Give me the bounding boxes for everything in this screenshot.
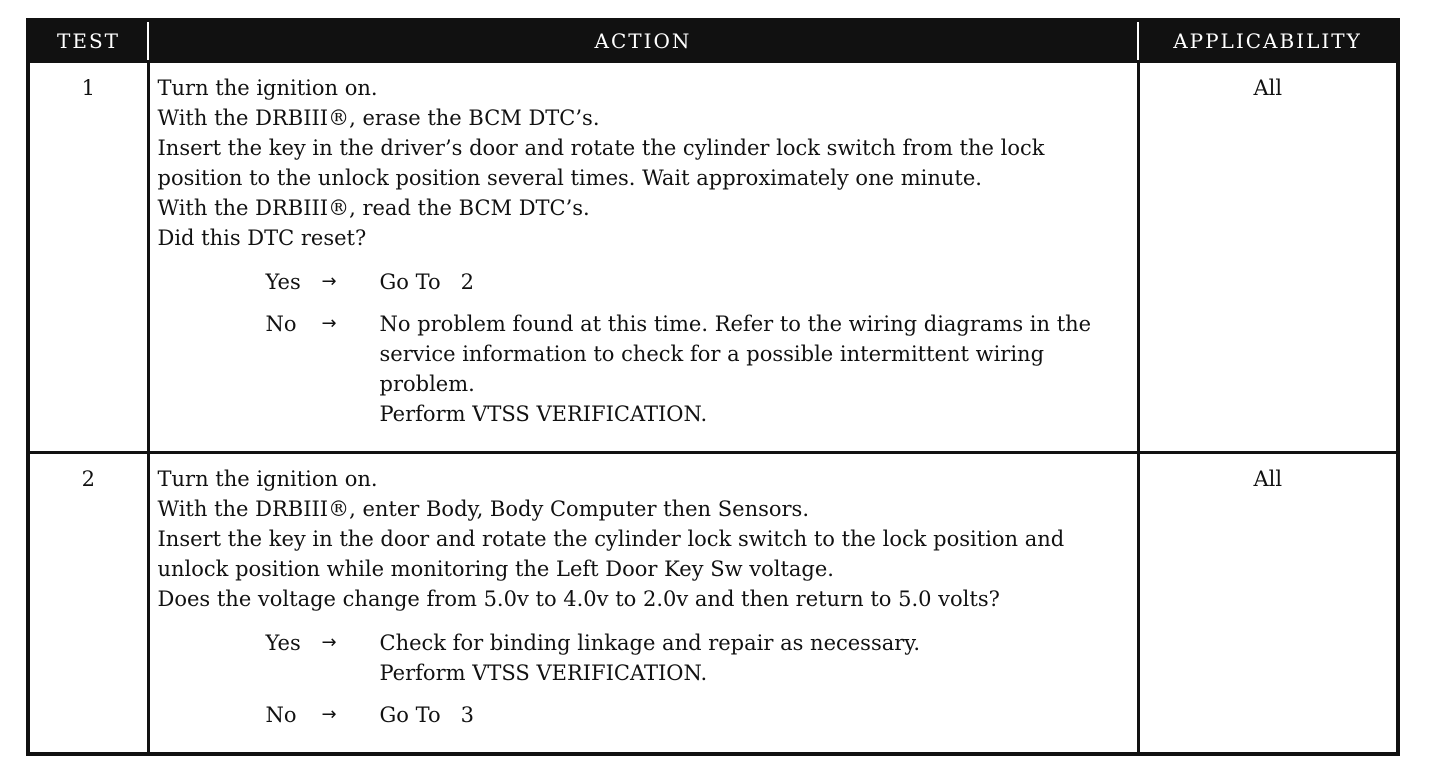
result-line: No problem found at this time. Refer to the wiring diagrams in the service information to check for a possible intermittent wiring problem.	[379, 312, 1092, 396]
step-line: Insert the key in the door and rotate the cylinder lock switch to the lock position and unlock position while monitoring the Left Door Key Sw voltage.	[157, 527, 1065, 581]
step-line: With the DRBIII®, enter Body, Body Computer then Sensors.	[157, 497, 810, 521]
branch-list	[158, 628, 1127, 730]
applicability-value: All	[1138, 453, 1398, 755]
right-arrow-icon: →	[321, 313, 337, 334]
step-line: With the DRBIII®, erase the BCM DTC’s.	[157, 106, 600, 130]
branch-no	[266, 309, 1127, 429]
test-number: 2	[28, 453, 148, 755]
result-line: Perform VTSS VERIFICATION.	[379, 402, 708, 426]
branch-no	[266, 700, 1127, 730]
header-action: ACTION	[148, 20, 1138, 62]
diagnostic-test-table	[26, 18, 1400, 756]
goto-test-number: 2	[460, 270, 474, 294]
applicability-value: All	[1138, 62, 1398, 453]
test-number: 1	[28, 62, 148, 453]
table-row	[28, 453, 1398, 755]
right-arrow-icon: →	[321, 632, 337, 653]
branch-list	[158, 267, 1127, 429]
result-line: Perform VTSS VERIFICATION.	[379, 661, 708, 685]
branch-answer: Yes	[265, 631, 301, 655]
branch-yes	[266, 267, 1127, 297]
goto-test-number: 3	[460, 703, 474, 727]
right-arrow-icon: →	[321, 271, 337, 292]
branch-result	[380, 700, 1127, 730]
branch-answer: No	[265, 312, 297, 336]
step-line: With the DRBIII®, read the BCM DTC’s.	[157, 196, 590, 220]
action-cell	[148, 453, 1138, 755]
branch-yes	[266, 628, 1127, 688]
header-applicability: APPLICABILITY	[1138, 20, 1398, 62]
right-arrow-icon: →	[321, 704, 337, 725]
branch-result	[380, 267, 1127, 297]
action-cell	[148, 62, 1138, 453]
step-line: Turn the ignition on.	[157, 76, 378, 100]
result-line: Check for binding linkage and repair as necessary.	[379, 631, 921, 655]
table-row	[28, 62, 1398, 453]
branch-answer: Yes	[265, 270, 301, 294]
branch-result	[380, 309, 1127, 429]
step-line: Did this DTC reset?	[157, 226, 367, 250]
branch-result	[380, 628, 1127, 688]
branch-answer: No	[265, 703, 297, 727]
step-line: Does the voltage change from 5.0v to 4.0v to 2.0v and then return to 5.0 volts?	[157, 587, 1000, 611]
goto-label: Go To	[379, 270, 441, 294]
step-line: Turn the ignition on.	[157, 467, 378, 491]
table-header	[28, 20, 1398, 62]
goto-label: Go To	[379, 703, 441, 727]
step-line: Insert the key in the driver’s door and rotate the cylinder lock switch from the lock position to the unlock position several times. Wait approximately one minute.	[157, 136, 1045, 190]
header-test: TEST	[28, 20, 148, 62]
